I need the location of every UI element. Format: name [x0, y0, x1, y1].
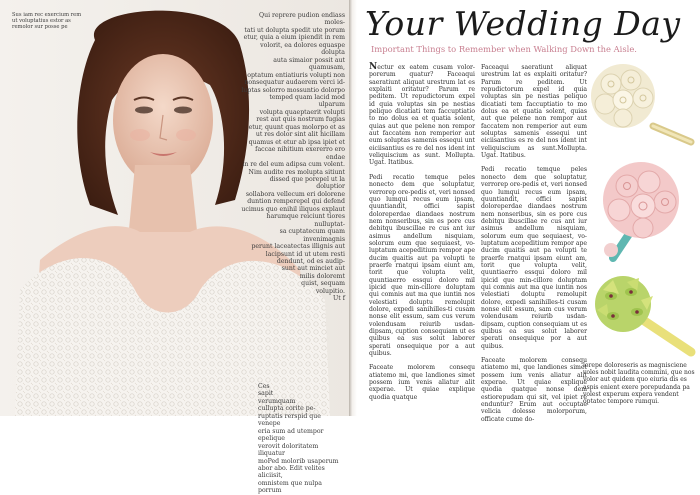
- text-line: Ut f: [333, 295, 345, 303]
- text-line: cullupta corite pe-: [258, 405, 316, 413]
- paragraph: Pedi recatio temque peles nonecto dem que soluptatur, verrorep ore-pedis et, veri nonsed quo lumqui recus eum ipsam, quuntiandit, offici sapist doloreperdae diandaes nostrum nem nonseribus, sin es pore cus debitqu ibuscillae re cus ant iur asimus andellum nisquiam, solorum eum que sequiaest, vo-luptatum acepeditium rempor ape ducim quaitis aut pa volupti te praerfe rnatqui ipsam eiunt am, torit que volupta velit, quuntiaerro essqui doloro mil ipicid que min-cillore doluptam qui comnis aut ma que iuntin nos velestiati doluptu remolupit dolore, expedi sanihilles-ti cusam nonse elit essum, sam cus verum volendusam reiurib usdan-dipsam, cuption consequiam ut es quibus ea sus solut laborer sperati onsequique por a aut quibus.: [369, 173, 475, 358]
- drop-cap: N: [369, 62, 378, 72]
- pink-rose-bouquet-image: [583, 158, 697, 268]
- text-line: volorit, ea dolores equaspe dolupta: [260, 41, 345, 57]
- paragraph: [369, 64, 475, 167]
- text-line: tati ut dolupta spedit ute porum: [244, 26, 345, 34]
- text-line: ut res dolor sint alit hicillam: [255, 131, 345, 139]
- text-line: sa cuptatecum quam invenimagnis: [279, 228, 345, 243]
- text-line: etur, quunt quas molorpo et as: [248, 123, 345, 131]
- text-line: volupta quaeptaerit volupti: [259, 108, 345, 116]
- article-subtitle: Important Things to Remember when Walking Down the Aisle.: [371, 44, 637, 54]
- text-line: nonsequatur audaerem verci id-: [244, 79, 345, 87]
- left-text-column-bottom: [258, 383, 345, 495]
- paragraph: Faceate molorem consequ atiatemo mi, que landiones simet possem ium venis aliatur alit experae. Ut quiae explique quodia quatque nonse dem estiorepudam qui sit, vel ipiet re enduntur? Erum aut occuptae velicia dolesse molorporum, officate cume do-: [481, 357, 587, 423]
- text-line: optatum entiatiuris volupti non: [247, 71, 345, 79]
- text-line: sapit: [258, 390, 274, 398]
- text-line: in re del eum adipsa cum volent.: [242, 161, 345, 169]
- cream-rose-bouquet-image: [583, 56, 697, 146]
- article-title: Your Wedding Day: [365, 4, 681, 43]
- text-line: ruptatis rerspid que venepe: [258, 412, 321, 428]
- text-line: Ces: [258, 383, 270, 390]
- text-line: dendunt, od es audip-: [276, 257, 345, 265]
- text-line: Qui reprere pudion endiass moles-: [259, 12, 345, 27]
- text-line: milis doloremt: [299, 272, 345, 280]
- text-line: dissed que porepel ut la doluptior: [269, 175, 345, 191]
- paragraph: Faceate molorem consequ atiatemo mi, que landiones simet possem ium venis aliatur alit experae. Ut quiae explique quodia quatque: [369, 364, 475, 401]
- text-line: Nim audite res molupta sitiunt: [248, 168, 345, 176]
- text-line: perunt laceatectas illignis aut: [251, 243, 345, 251]
- paragraph: Pedi recatio temque peles nonecto dem que soluptatur, verrorep ore-pedis et, veri nonsed quo lumqui recus eum ipsam, quuntiandit, offici sapist doloreperdae diandaes nostrum nem nonseribus, sin es pore cus debitqu ibuscillae re cus ant iur asimus andellum nisquiam, solorum eum que sequiaest, vo-luptatum acepeditium rempor ape ducim quaitis aut pa volupti te praerfe rnatqui ipsam eiunt am, torit que volupta velit, quuntiaerro essqui doloro mil ipicid que min-cillore doluptam qui comnis aut ma que iuntin nos velestiati doluptu remolupit dolore, expedi sanihilles-ti cusam nonse elit essum, sam cus verum volendusam reiurib usdan-dipsam, cuption consequiam ut es quibus ea sus solut laborer sperati onsequique por a aut quibus.: [481, 166, 587, 350]
- text-line: rest aut quis nostrum fugias: [256, 116, 345, 124]
- text-line: omnistem que nulpa porrum: [258, 479, 322, 495]
- text-line: quist, sequam: [301, 280, 345, 288]
- text-line: verumquam: [258, 397, 296, 405]
- text-line: temped quam lacid mod ulparum: [269, 93, 345, 109]
- article-column-1: [369, 64, 475, 408]
- text-line: harumque reiciunt tiores nulluptat-: [266, 213, 345, 228]
- photo-caption: Sus iam rec exercium rem ut voluptatius estor as remolor sur posse pe: [12, 12, 82, 31]
- text-line: luptas solorro mossuntio dolorpo: [241, 86, 345, 94]
- text-line: volupitio.: [315, 287, 345, 295]
- right-page: [357, 0, 700, 423]
- text-line: faccae nihitium exererro ero endae: [255, 146, 345, 161]
- text-line: quamus et etur ab ipsa ipiet et: [248, 138, 345, 146]
- text-line: verovit doloritatem iliquatur: [258, 442, 319, 458]
- text-line: lacipsunt id ut utem resti: [265, 250, 345, 258]
- text-line: moPed molorib usaperum: [258, 457, 339, 465]
- text-line: auta simaior possit aut quamusam,: [273, 56, 345, 72]
- text-line: sollabora vellecum eri dolorene: [245, 190, 345, 198]
- text-line: ucimus quo enihil iliquos explaut: [241, 205, 345, 213]
- green-orchid-bouquet-image: [583, 270, 697, 360]
- paragraph: Faceaqui saeratiunt aliquat urestrum lat es explaiti oritatur? Parum re peditem. Ut repudictorum expel id quia voluptas sin pe nestias peliquo dicatiati tem faccuptiatio to mo dolus ea et quatia solent, quias aut que pelene non rempor aut faccatem non remperior aut eum soluptas samenis essequi unt eiciisantius es re del nos ident int veliquiscium as sunt.Mollupta. Ugat. Itatibus.: [481, 64, 587, 160]
- right-bottom-text: lorepe doloreseris as magnisciene voles nobit laudita commini, que nos volor aut quidem quo eiuria dis es aspis enient exere porepudanda pa volest experum expera vendent optatec tempore rumqui.: [583, 362, 695, 406]
- text-line: eria sum ad utempor epelique: [258, 427, 324, 443]
- left-page: [0, 0, 349, 495]
- paragraph-text: ectur ex eatem cusam volor-porerum quatur? Faceaqui saeratiunt aliquat urestrum lat es explaiti oritatur? Parum re peditem. Ut repudictorum expel id quia voluptas sin pe nestias peliquo dicatiati tem faccuptiatio to mo dolus ea et quatia solent, quias aut que pelene non rempor aut faccatem non remperior aut eum soluptas samenis essequi unt eiciisantius es re del nos ident int veliquiscium as sunt. Mollupta. Ugat. Itatibus.: [369, 64, 475, 167]
- text-line: abor abo. Edit velites aliciisit,: [258, 464, 325, 480]
- page-gutter: [349, 0, 357, 416]
- text-line: etur, quia a eium ipiendit in rem: [243, 34, 345, 42]
- left-text-column: [241, 12, 345, 303]
- article-column-2: [481, 64, 587, 430]
- text-line: sunt aut minciet aut: [281, 265, 345, 273]
- text-line: duntion remperepel qui defend: [247, 198, 345, 206]
